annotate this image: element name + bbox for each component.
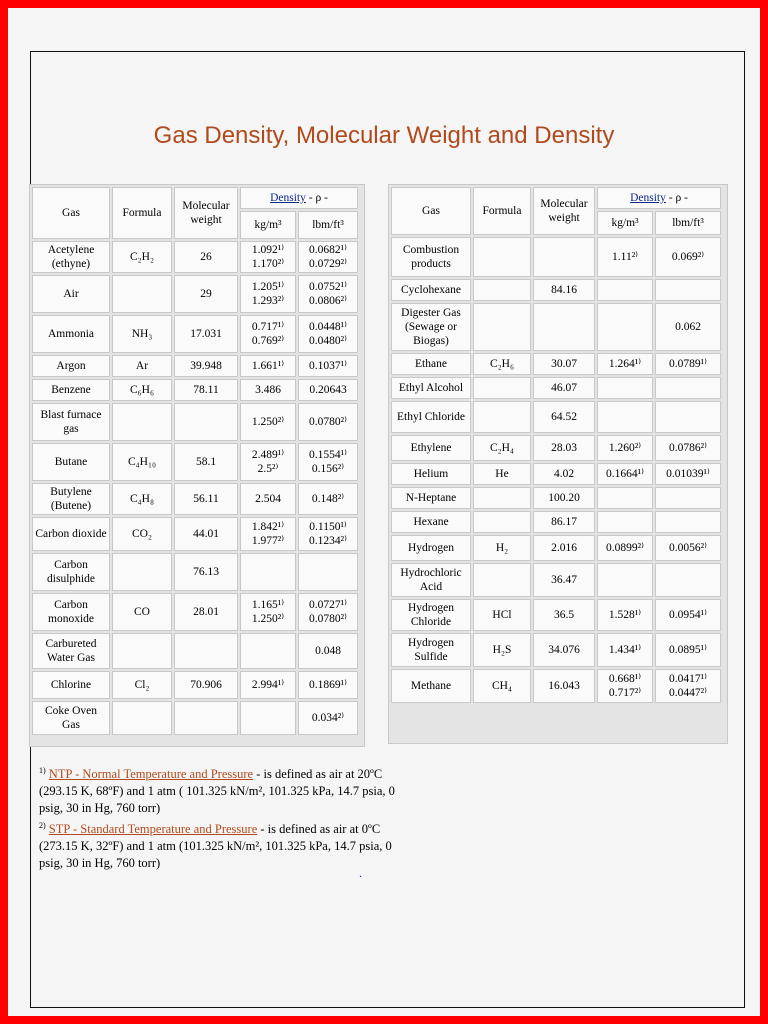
table-row	[391, 535, 721, 561]
table-row	[391, 487, 721, 509]
cell-mw	[174, 403, 238, 441]
cell-lb	[655, 377, 721, 399]
cell-gas: Air	[32, 275, 110, 313]
cell-gas: Chlorine	[32, 671, 110, 699]
cell-lb: 0.0752¹⁾ 0.0806²⁾	[298, 275, 358, 313]
cell-mw	[533, 237, 595, 277]
header-formula: Formula	[473, 187, 531, 235]
cell-gas: Helium	[391, 463, 471, 485]
table-row	[32, 553, 358, 591]
cell-formula	[112, 275, 172, 313]
footnote-marker: 1)	[39, 765, 46, 775]
cell-kg	[240, 553, 296, 591]
cell-formula: Cl₂	[112, 671, 172, 699]
cell-kg	[597, 377, 653, 399]
cell-lb: 0.0448¹⁾ 0.0480²⁾	[298, 315, 358, 353]
table-row	[391, 463, 721, 485]
table-row	[32, 517, 358, 551]
cell-formula: C₂H₄	[473, 435, 531, 461]
cell-mw: 26	[174, 241, 238, 273]
cell-lb: 0.0727¹⁾ 0.0780²⁾	[298, 593, 358, 631]
cell-kg: 1.528¹⁾	[597, 599, 653, 631]
cell-kg: 0.1664¹⁾	[597, 463, 653, 485]
cell-mw: 28.01	[174, 593, 238, 631]
table-row	[32, 633, 358, 669]
cell-gas: Digester Gas (Sewage or Biogas)	[391, 303, 471, 351]
stp-text: - is defined as air at 0ºC (273.15 K, 32ºF) and 1 atm (101.325 kN/m², 101.325 kPa, 14.7 psia, 0 psig, 30 in Hg, 760 torr)	[39, 822, 392, 870]
cell-kg	[240, 701, 296, 735]
cell-lb: 0.0954¹⁾	[655, 599, 721, 631]
cell-mw	[174, 701, 238, 735]
cell-formula	[473, 563, 531, 597]
cell-gas: N-Heptane	[391, 487, 471, 509]
cell-lb: 0.0789¹⁾	[655, 353, 721, 375]
cell-lb: 0.148²⁾	[298, 483, 358, 515]
cell-mw	[174, 633, 238, 669]
cell-lb: 0.034²⁾	[298, 701, 358, 735]
cell-kg: 0.717¹⁾ 0.769²⁾	[240, 315, 296, 353]
cell-kg: 1.842¹⁾ 1.977²⁾	[240, 517, 296, 551]
cell-lb: 0.1869¹⁾	[298, 671, 358, 699]
cell-mw: 86.17	[533, 511, 595, 533]
cell-kg: 2.504	[240, 483, 296, 515]
stp-link[interactable]: STP - Standard Temperature and Pressure	[48, 822, 258, 836]
cell-kg: 2.489¹⁾ 2.5²⁾	[240, 443, 296, 481]
cell-lb: 0.1554¹⁾ 0.156²⁾	[298, 443, 358, 481]
cell-mw: 4.02	[533, 463, 595, 485]
density-link[interactable]: Density	[630, 192, 666, 204]
cell-formula: CO	[112, 593, 172, 631]
cell-kg: 2.994¹⁾	[240, 671, 296, 699]
cell-formula: C₄H₈	[112, 483, 172, 515]
cell-lb	[655, 487, 721, 509]
cell-mw: 64.52	[533, 401, 595, 433]
table-row	[32, 701, 358, 735]
table-row	[32, 355, 358, 377]
cell-lb: 0.0895¹⁾	[655, 633, 721, 667]
cell-mw: 16.043	[533, 669, 595, 703]
cell-gas: Ethane	[391, 353, 471, 375]
footnote-stp	[39, 821, 409, 872]
cell-gas: Ethylene	[391, 435, 471, 461]
cell-formula: Ar	[112, 355, 172, 377]
cell-gas: Cyclohexane	[391, 279, 471, 301]
table-row	[32, 593, 358, 631]
table-row	[32, 483, 358, 515]
cell-mw: 17.031	[174, 315, 238, 353]
cell-gas: Carbon disulphide	[32, 553, 110, 591]
cell-gas: Coke Oven Gas	[32, 701, 110, 735]
header-density	[240, 187, 358, 209]
cell-mw: 39.948	[174, 355, 238, 377]
cell-mw: 70.906	[174, 671, 238, 699]
cell-lb	[655, 563, 721, 597]
cell-gas: Combustion products	[391, 237, 471, 277]
cell-formula: H₂S	[473, 633, 531, 667]
cell-formula	[112, 553, 172, 591]
cell-mw: 76.13	[174, 553, 238, 591]
cell-gas: Hydrogen	[391, 535, 471, 561]
cell-mw: 36.5	[533, 599, 595, 631]
cell-formula	[473, 303, 531, 351]
cell-formula: C₂H₂	[112, 241, 172, 273]
cell-formula: He	[473, 463, 531, 485]
cell-formula	[473, 487, 531, 509]
density-link[interactable]: Density	[270, 192, 306, 204]
table-row	[391, 303, 721, 351]
table-row	[391, 353, 721, 375]
header-formula: Formula	[112, 187, 172, 239]
cell-formula	[473, 401, 531, 433]
cell-mw: 46.07	[533, 377, 595, 399]
cell-gas: Carbon monoxide	[32, 593, 110, 631]
cell-gas: Butane	[32, 443, 110, 481]
cell-gas: Ammonia	[32, 315, 110, 353]
table-row	[391, 599, 721, 631]
cell-kg: 1.260²⁾	[597, 435, 653, 461]
cell-lb: 0.0780²⁾	[298, 403, 358, 441]
cell-mw: 36.47	[533, 563, 595, 597]
cell-gas: Argon	[32, 355, 110, 377]
cell-lb: 0.062	[655, 303, 721, 351]
table-row	[391, 279, 721, 301]
cell-lb	[298, 553, 358, 591]
cell-kg	[597, 511, 653, 533]
ntp-text: - is defined as air at 20ºC (293.15 K, 68ºF) and 1 atm ( 101.325 kN/m², 101.325 kPa, 14.7 psia, 0 psig, 30 in Hg, 760 torr)	[39, 767, 395, 815]
cell-kg	[597, 563, 653, 597]
cell-mw: 34.076	[533, 633, 595, 667]
cell-mw: 100.20	[533, 487, 595, 509]
cell-formula: CH₄	[473, 669, 531, 703]
cell-kg: 1.092¹⁾ 1.170²⁾	[240, 241, 296, 273]
cell-formula: CO₂	[112, 517, 172, 551]
cell-lb	[655, 401, 721, 433]
table-row	[32, 443, 358, 481]
header-density	[597, 187, 721, 209]
header-molecular-weight: Molecular weight	[533, 187, 595, 235]
cell-formula: C₂H₆	[473, 353, 531, 375]
table-row	[391, 669, 721, 703]
cell-kg: 1.165¹⁾ 1.250²⁾	[240, 593, 296, 631]
table-row	[391, 237, 721, 277]
cell-gas: Hydrogen Chloride	[391, 599, 471, 631]
table-row	[32, 241, 358, 273]
cell-lb: 0.0786²⁾	[655, 435, 721, 461]
cell-kg: 0.668¹⁾ 0.717²⁾	[597, 669, 653, 703]
cell-mw: 84.16	[533, 279, 595, 301]
trailing-dot: .	[359, 866, 362, 880]
table-row	[32, 275, 358, 313]
table-row	[32, 403, 358, 441]
cell-mw: 78.11	[174, 379, 238, 401]
cell-kg: 1.434¹⁾	[597, 633, 653, 667]
left-density-table	[29, 184, 365, 747]
cell-mw	[533, 303, 595, 351]
cell-formula	[112, 403, 172, 441]
cell-kg: 1.205¹⁾ 1.293²⁾	[240, 275, 296, 313]
cell-lb: 0.20643	[298, 379, 358, 401]
cell-lb: 0.0056²⁾	[655, 535, 721, 561]
table-row	[32, 379, 358, 401]
footnotes	[39, 766, 409, 876]
cell-lb	[655, 511, 721, 533]
cell-gas: Hydrochloric Acid	[391, 563, 471, 597]
table-row	[32, 315, 358, 353]
header-gas: Gas	[32, 187, 110, 239]
cell-mw: 30.07	[533, 353, 595, 375]
cell-mw: 2.016	[533, 535, 595, 561]
cell-formula	[473, 511, 531, 533]
cell-formula	[112, 701, 172, 735]
cell-lb	[655, 279, 721, 301]
cell-lb: 0.1150¹⁾ 0.1234²⁾	[298, 517, 358, 551]
cell-formula: HCl	[473, 599, 531, 631]
cell-mw: 58.1	[174, 443, 238, 481]
cell-gas: Hexane	[391, 511, 471, 533]
cell-kg: 1.250²⁾	[240, 403, 296, 441]
table-row	[391, 511, 721, 533]
ntp-link[interactable]: NTP - Normal Temperature and Pressure	[48, 767, 254, 781]
cell-formula: C₆H₆	[112, 379, 172, 401]
table-row	[391, 435, 721, 461]
cell-kg: 0.0899²⁾	[597, 535, 653, 561]
cell-lb: 0.1037¹⁾	[298, 355, 358, 377]
cell-lb: 0.0417¹⁾ 0.0447²⁾	[655, 669, 721, 703]
cell-gas: Benzene	[32, 379, 110, 401]
table-row	[391, 563, 721, 597]
cell-mw: 28.03	[533, 435, 595, 461]
cell-gas: Ethyl Chloride	[391, 401, 471, 433]
header-lbft3: lbm/ft³	[298, 211, 358, 239]
cell-lb: 0.01039¹⁾	[655, 463, 721, 485]
cell-gas: Ethyl Alcohol	[391, 377, 471, 399]
header-molecular-weight: Molecular weight	[174, 187, 238, 239]
footnote-marker: 2)	[39, 820, 46, 830]
cell-formula	[473, 237, 531, 277]
cell-formula	[473, 279, 531, 301]
header-lbft3: lbm/ft³	[655, 211, 721, 235]
cell-kg: 1.11²⁾	[597, 237, 653, 277]
cell-gas: Blast furnace gas	[32, 403, 110, 441]
cell-kg	[597, 487, 653, 509]
density-suffix: - ρ -	[665, 192, 688, 204]
table-row	[32, 671, 358, 699]
table-row	[391, 377, 721, 399]
cell-kg	[597, 401, 653, 433]
cell-kg: 3.486	[240, 379, 296, 401]
page-title: Gas Density, Molecular Weight and Density	[153, 122, 615, 149]
table-row	[391, 633, 721, 667]
cell-formula: C₄H₁₀	[112, 443, 172, 481]
cell-kg	[597, 303, 653, 351]
cell-mw: 44.01	[174, 517, 238, 551]
header-kgm3: kg/m³	[597, 211, 653, 235]
right-density-table	[388, 184, 728, 744]
header-kgm3: kg/m³	[240, 211, 296, 239]
cell-kg: 1.661¹⁾	[240, 355, 296, 377]
density-suffix: - ρ -	[305, 192, 328, 204]
cell-formula: NH₃	[112, 315, 172, 353]
cell-kg: 1.264¹⁾	[597, 353, 653, 375]
cell-gas: Carbureted Water Gas	[32, 633, 110, 669]
cell-gas: Methane	[391, 669, 471, 703]
cell-formula: H₂	[473, 535, 531, 561]
cell-lb: 0.0682¹⁾ 0.0729²⁾	[298, 241, 358, 273]
cell-lb: 0.069²⁾	[655, 237, 721, 277]
cell-gas: Hydrogen Sulfide	[391, 633, 471, 667]
cell-formula	[473, 377, 531, 399]
table-row	[391, 401, 721, 433]
cell-kg	[597, 279, 653, 301]
cell-gas: Butylene (Butene)	[32, 483, 110, 515]
footnote-ntp	[39, 766, 409, 817]
cell-mw: 56.11	[174, 483, 238, 515]
cell-gas: Carbon dioxide	[32, 517, 110, 551]
header-gas: Gas	[391, 187, 471, 235]
cell-formula	[112, 633, 172, 669]
cell-kg	[240, 633, 296, 669]
cell-mw: 29	[174, 275, 238, 313]
cell-lb: 0.048	[298, 633, 358, 669]
cell-gas: Acetylene (ethyne)	[32, 241, 110, 273]
